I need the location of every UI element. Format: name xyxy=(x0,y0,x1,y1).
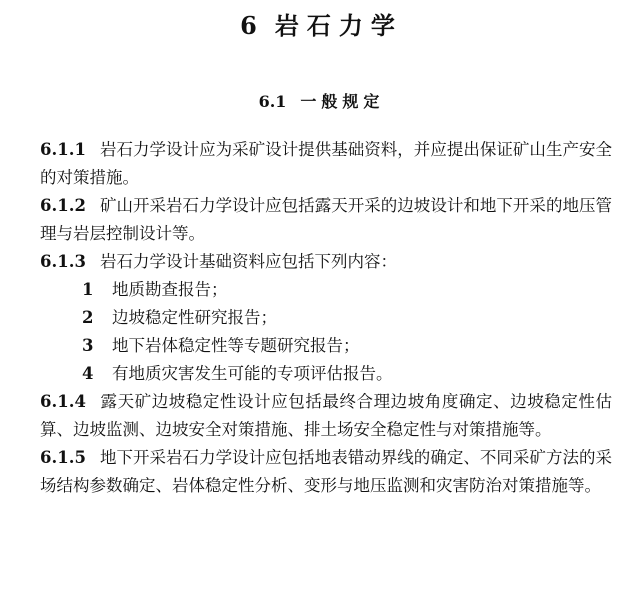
chapter-title xyxy=(0,8,643,44)
clause-number: 6.1.2 xyxy=(40,196,86,215)
chapter-number: 6 xyxy=(240,11,257,40)
clause-6-1-4 xyxy=(40,388,612,444)
list-item xyxy=(40,276,612,304)
clause-text: 露天矿边坡稳定性设计应包括最终合理边坡角度确定、边坡稳定性估算、边坡监测、边坡安全对策措施、排土场安全稳定性与对策措施等。 xyxy=(40,392,612,439)
clause-text: 岩石力学设计基础资料应包括下列内容： xyxy=(99,252,397,271)
clause-list xyxy=(40,136,612,500)
item-text: 边坡稳定性研究报告； xyxy=(112,308,277,327)
item-number: 2 xyxy=(82,308,94,327)
clause-text: 地下开采岩石力学设计应包括地表错动界线的确定、不同采矿方法的采场结构参数确定、岩体稳定性分析、变形与地压监测和灾害防治对策措施等。 xyxy=(40,448,612,495)
clause-text: 岩石力学设计应为采矿设计提供基础资料，并应提出保证矿山生产安全的对策措施。 xyxy=(40,140,612,187)
list-item xyxy=(40,304,612,332)
item-number: 4 xyxy=(82,364,94,383)
chapter-title-text: 岩石力学 xyxy=(274,11,403,40)
item-text: 地质勘查报告； xyxy=(112,280,228,299)
section-title xyxy=(0,90,643,114)
clause-6-1-1 xyxy=(40,136,612,192)
list-item xyxy=(40,332,612,360)
list-item xyxy=(40,360,612,388)
section-number: 6.1 xyxy=(258,92,287,111)
clause-6-1-3 xyxy=(40,248,612,276)
item-text: 地下岩体稳定性等专题研究报告； xyxy=(112,336,360,355)
item-number: 1 xyxy=(82,280,94,299)
clause-number: 6.1.5 xyxy=(40,448,86,467)
clause-6-1-5 xyxy=(40,444,612,500)
clause-text: 矿山开采岩石力学设计应包括露天开采的边坡设计和地下开采的地压管理与岩层控制设计等。 xyxy=(40,196,612,243)
item-number: 3 xyxy=(82,336,94,355)
clause-number: 6.1.4 xyxy=(40,392,86,411)
clause-number: 6.1.1 xyxy=(40,140,86,159)
section-title-text: 一般规定 xyxy=(300,92,385,111)
clause-number: 6.1.3 xyxy=(40,252,86,271)
item-text: 有地质灾害发生可能的专项评估报告。 xyxy=(112,364,393,383)
clause-6-1-2 xyxy=(40,192,612,248)
